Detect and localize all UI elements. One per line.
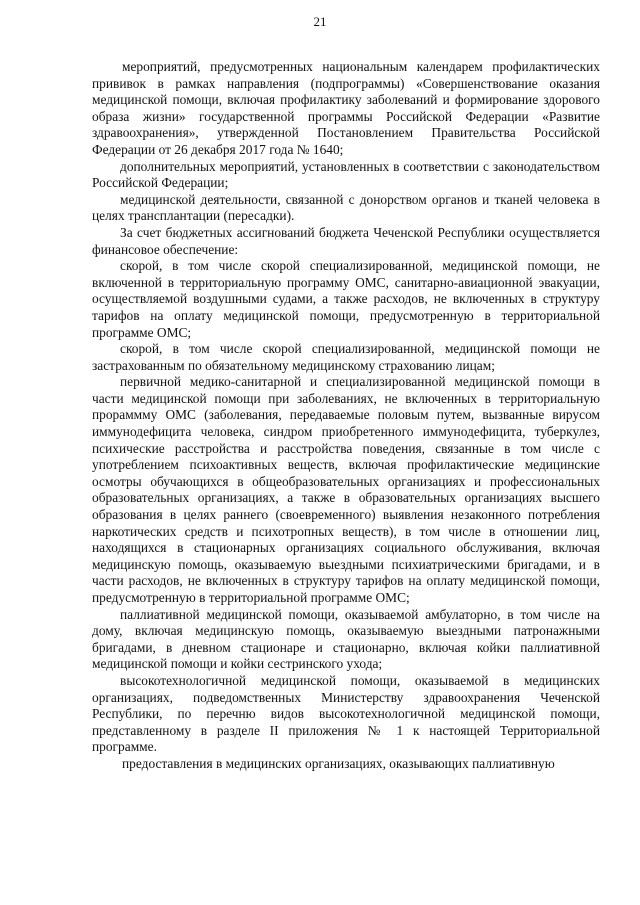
paragraph: скорой, в том числе скорой специализированной, медицинской помощи не застрахованным по обязательному медицинскому страхованию лицам;: [92, 341, 600, 373]
paragraph: медицинской деятельности, связанной с донорством органов и тканей человека в целях трансплантации (пересадки).: [92, 191, 600, 224]
paragraph: За счет бюджетных ассигнований бюджета Чеченской Республики осуществляется финансовое обеспечение:: [92, 224, 600, 257]
page-number: 21: [313, 14, 327, 29]
paragraph: скорой, в том числе скорой специализированной, медицинской помощи, не включенной в территориальную программу ОМС, санитарно-авиационной эвакуации, осуществляемой воздушными судами, а также расходов, не включенных в структуру тарифов на оплату медицинской помощи, предусмотренную в территориальной программе ОМС;: [92, 258, 600, 340]
paragraph: высокотехнологичной медицинской помощи, оказываемой в медицинских организациях, подведомственных Министерству здравоохранения Чеченской Республики, по перечню видов высокотехнологичной медицинской помощи, представленному в разделе II приложения № 1 к настоящей Территориальной программе.: [92, 672, 600, 755]
paragraph: первичной медико-санитарной и специализированной медицинской помощи в части медицинской помощи при заболеваниях, не включенных в территориальную прораммму ОМС (заболевания, передаваемые половым путем, вызванные вирусом иммунодефицита человека, синдром приобретенного иммунодефицита, туберкулез, психические расстройства и расстройства поведения, связанные в том числе с употреблением психоактивных веществ, включая профилактические медицинские осмотры обучающихся в общеобразовательных организациях и профессиональных образовательных организациях, а также в образовательных организациях высшего образования в целях раннего (своевременного) выявления незаконного потребления наркотических средств и психотропных веществ), в том числе в отношении лиц, находящихся в стационарных организациях социального обслуживания, включая медицинскую помощь, оказываемую выездными психиатрическими бригадами, и в части расходов, не включенных в структуру тарифов на оплату медицинской помощи, предусмотренную в территориальной программе ОМС;: [92, 374, 600, 605]
paragraph: дополнительных мероприятий, установленных в соответствии с законодательством Российской Федерации;: [92, 158, 600, 191]
paragraph: предоставления в медицинских организациях, оказывающих паллиативную: [122, 755, 555, 771]
paragraph: паллиативной медицинской помощи, оказываемой амбулаторно, в том числе на дому, включая медицинскую помощь, оказываемую выездными патронажными бригадами, в дневном стационаре и стационарно, включая койки паллиативной медицинской помощи и койки сестринского ухода;: [92, 606, 600, 672]
paragraph: мероприятий, предусмотренных национальным календарем профилактических прививок в рамках направления (подпрограммы) «Совершенствование оказания медицинской помощи, включая профилактику заболеваний и формирование здорового образа жизни» государственной программы Российской Федерации «Развитие здравоохранения», утвержденной Постановлением Правительства Российской Федерации от 26 декабря 2017 года № 1640;: [92, 59, 600, 157]
document-body: [92, 59, 600, 773]
